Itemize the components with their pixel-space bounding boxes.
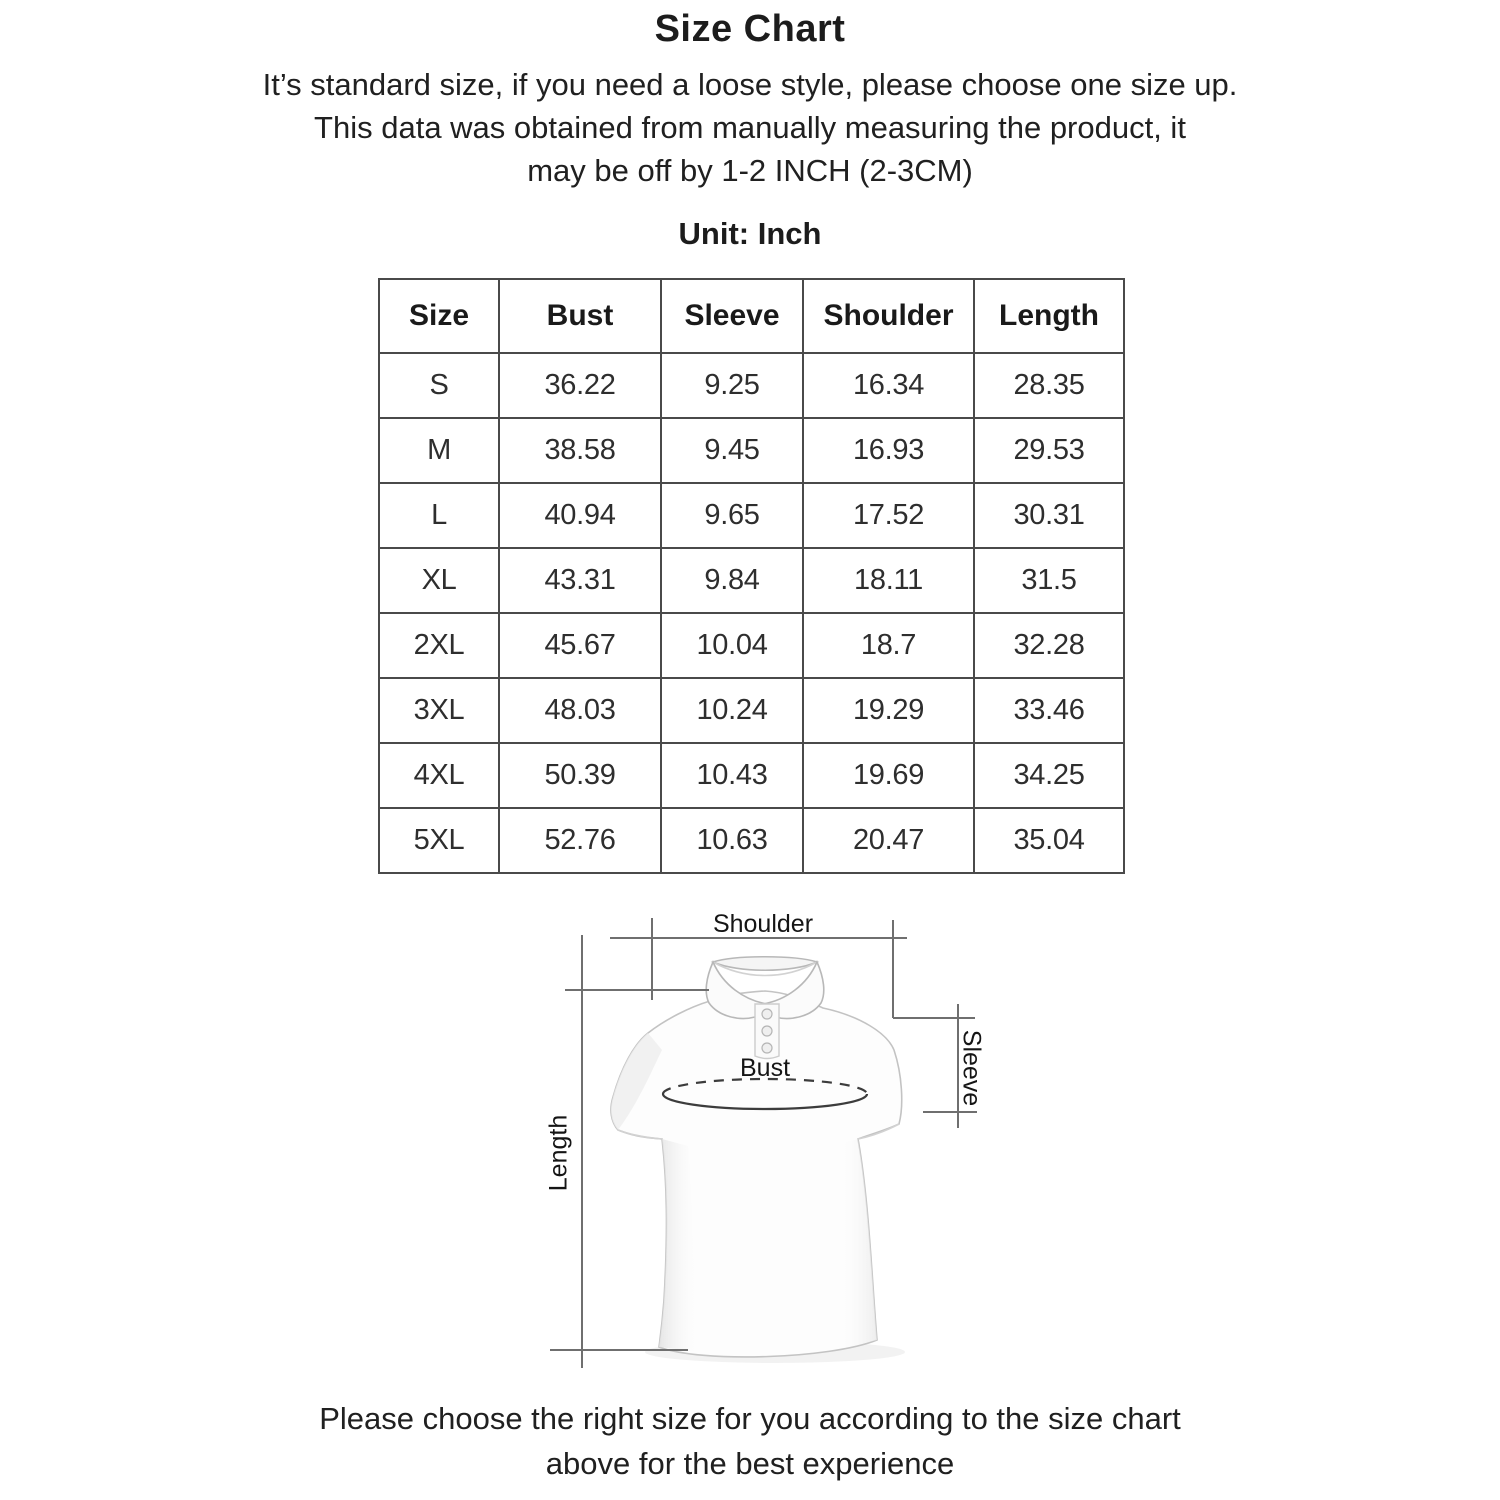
footer-line-1: Please choose the right size for you according to the size chart bbox=[319, 1401, 1181, 1436]
shirt-measurement-diagram bbox=[0, 900, 1500, 1390]
table-cell: 36.22 bbox=[499, 353, 661, 418]
footer-line-2: above for the best experience bbox=[545, 1446, 955, 1481]
button-2 bbox=[762, 1026, 772, 1036]
table-cell: 19.29 bbox=[803, 678, 974, 743]
table-cell: 10.43 bbox=[661, 743, 803, 808]
size-table-header-row bbox=[379, 279, 1124, 353]
table-cell: 52.76 bbox=[499, 808, 661, 873]
table-cell: 9.25 bbox=[661, 353, 803, 418]
column-header: Bust bbox=[499, 279, 661, 353]
bust-label: Bust bbox=[739, 1054, 791, 1082]
column-header: Size bbox=[379, 279, 499, 353]
collar-back bbox=[713, 957, 817, 971]
table-row bbox=[379, 613, 1124, 678]
table-cell: 30.31 bbox=[974, 483, 1124, 548]
shoulder-label: Shoulder bbox=[712, 910, 814, 938]
table-cell: 48.03 bbox=[499, 678, 661, 743]
column-header: Shoulder bbox=[803, 279, 974, 353]
table-cell: 2XL bbox=[379, 613, 499, 678]
table-cell: 10.24 bbox=[661, 678, 803, 743]
page-title: Size Chart bbox=[654, 8, 846, 50]
table-row bbox=[379, 808, 1124, 873]
disclaimer-line-3: may be off by 1-2 INCH (2-3CM) bbox=[527, 153, 973, 188]
table-cell: 38.58 bbox=[499, 418, 661, 483]
table-row bbox=[379, 678, 1124, 743]
polo-shirt-illustration bbox=[611, 957, 905, 1363]
table-cell: 16.93 bbox=[803, 418, 974, 483]
table-cell: 3XL bbox=[379, 678, 499, 743]
table-row bbox=[379, 483, 1124, 548]
table-cell: 35.04 bbox=[974, 808, 1124, 873]
table-cell: 32.28 bbox=[974, 613, 1124, 678]
unit-label: Unit: Inch bbox=[678, 216, 822, 251]
table-cell: L bbox=[379, 483, 499, 548]
disclaimer-line-1: It’s standard size, if you need a loose style, please choose one size up. bbox=[262, 67, 1238, 102]
table-cell: 28.35 bbox=[974, 353, 1124, 418]
column-header: Length bbox=[974, 279, 1124, 353]
size-table bbox=[378, 278, 1125, 874]
table-cell: 19.69 bbox=[803, 743, 974, 808]
table-row bbox=[379, 353, 1124, 418]
table-cell: 9.45 bbox=[661, 418, 803, 483]
sleeve-label: Sleeve bbox=[957, 1029, 986, 1107]
table-cell: 45.67 bbox=[499, 613, 661, 678]
table-cell: 17.52 bbox=[803, 483, 974, 548]
table-cell: 5XL bbox=[379, 808, 499, 873]
table-cell: 16.34 bbox=[803, 353, 974, 418]
table-row bbox=[379, 418, 1124, 483]
size-table-body bbox=[379, 353, 1124, 873]
table-cell: 34.25 bbox=[974, 743, 1124, 808]
table-cell: 10.63 bbox=[661, 808, 803, 873]
table-cell: 9.65 bbox=[661, 483, 803, 548]
table-cell: XL bbox=[379, 548, 499, 613]
table-cell: 10.04 bbox=[661, 613, 803, 678]
table-cell: 29.53 bbox=[974, 418, 1124, 483]
table-cell: 18.11 bbox=[803, 548, 974, 613]
table-cell: 40.94 bbox=[499, 483, 661, 548]
table-cell: 43.31 bbox=[499, 548, 661, 613]
table-cell: 9.84 bbox=[661, 548, 803, 613]
table-cell: 18.7 bbox=[803, 613, 974, 678]
button-1 bbox=[762, 1009, 772, 1019]
table-cell: S bbox=[379, 353, 499, 418]
length-label: Length bbox=[544, 1114, 573, 1192]
button-3 bbox=[762, 1043, 772, 1053]
footer-note bbox=[0, 1396, 1500, 1486]
table-cell: 33.46 bbox=[974, 678, 1124, 743]
table-cell: 50.39 bbox=[499, 743, 661, 808]
table-cell: M bbox=[379, 418, 499, 483]
disclaimer-line-2: This data was obtained from manually measuring the product, it bbox=[314, 110, 1186, 145]
table-row bbox=[379, 743, 1124, 808]
table-cell: 31.5 bbox=[974, 548, 1124, 613]
table-cell: 20.47 bbox=[803, 808, 974, 873]
table-cell: 4XL bbox=[379, 743, 499, 808]
size-disclaimer bbox=[0, 63, 1500, 192]
table-row bbox=[379, 548, 1124, 613]
column-header: Sleeve bbox=[661, 279, 803, 353]
